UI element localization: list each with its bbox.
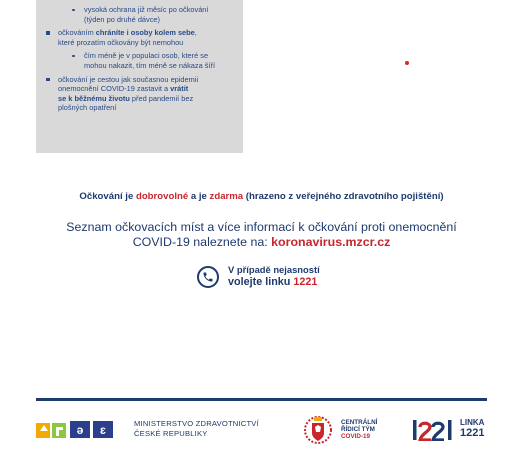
crt-name — [341, 419, 377, 441]
main-text-3a: očkování je cestou jak současnou epidemii — [58, 74, 199, 84]
main-text-3b: onemocnění COVID-19 zastavit a — [58, 84, 171, 94]
ministry-line-1: MINISTERSTVO ZDRAVOTNICTVÍ — [134, 419, 259, 428]
main-text-3e: před pandemií bez — [129, 93, 194, 103]
list-item — [46, 5, 235, 24]
main-text-3d: se k běžnému životu — [58, 93, 130, 103]
linka-line-2: 1221 — [460, 427, 485, 439]
main-text-2a: očkováním — [58, 28, 96, 38]
info-box — [36, 0, 243, 153]
list-item — [46, 51, 235, 70]
crt-line-2: ŘÍDICÍ TÝM — [341, 426, 375, 434]
list-item — [46, 75, 235, 113]
bullet-square — [46, 31, 50, 35]
decorative-dot — [405, 61, 409, 65]
crest-icon — [303, 414, 333, 445]
list-item — [46, 28, 235, 47]
voluntary-p2: dobrovolné — [135, 191, 189, 202]
linka-line-1: LINKA — [460, 418, 485, 427]
crt-line-3: COVID-19 — [341, 433, 371, 441]
main-text-2b: chráníte i osoby kolem sebe — [95, 28, 195, 38]
main-text-2d: které prozatím očkovány být nemohou — [58, 37, 184, 47]
sites-line-1: Seznam očkovacích míst a více informací k očkování proti onemocnění — [66, 220, 457, 234]
svg-text:ǝ: ǝ — [76, 423, 84, 437]
website-link[interactable]: koronavirus.mzcr.cz — [271, 235, 391, 249]
hotline-block — [197, 263, 320, 289]
main-text-2c: , — [194, 28, 197, 38]
ministry-line-2: ČESKÉ REPUBLIKY — [134, 429, 208, 438]
hotline-line-2: volejte linku — [228, 276, 294, 288]
linka-1221-logo-icon — [413, 419, 455, 441]
main-text-3c: vrátit — [170, 84, 189, 94]
sub-text-2a: čím méně je v populaci osob, které se — [84, 51, 209, 61]
hotline-line-1: V případě nejasností — [228, 264, 320, 275]
crt-line-1: CENTRÁLNÍ — [341, 419, 378, 426]
linka-label — [460, 418, 484, 439]
bullet-dot — [72, 55, 75, 58]
voluntary-p4: zdarma — [209, 191, 244, 202]
bullet-square — [46, 78, 50, 82]
vaccination-sites-info — [0, 220, 523, 250]
voluntary-p1: Očkování je — [79, 191, 136, 202]
sub-text-1b: (týden po druhé dávce) — [84, 14, 161, 24]
main-text-3f: plošných opatření — [58, 103, 117, 113]
voluntary-p5: (hrazeno z veřejného zdravotního pojištění) — [243, 191, 444, 202]
ministry-logo-icon — [36, 418, 126, 440]
sub-text-2b: mohou nakazit, tím méně se nákaza šíří — [84, 60, 216, 70]
voluntary-p3: a je — [188, 191, 210, 202]
svg-text:ɛ: ɛ — [100, 423, 106, 437]
phone-icon — [197, 266, 219, 288]
ministry-name — [134, 419, 259, 439]
sub-text-1a: vysoká ochrana již měsíc po očkování — [84, 5, 209, 14]
footer-divider — [36, 398, 487, 401]
bullet-dot — [72, 9, 75, 12]
voluntary-notice — [0, 191, 523, 202]
hotline-number[interactable]: 1221 — [293, 276, 318, 288]
sites-line-2: COVID-19 naleznete na: — [132, 235, 272, 249]
